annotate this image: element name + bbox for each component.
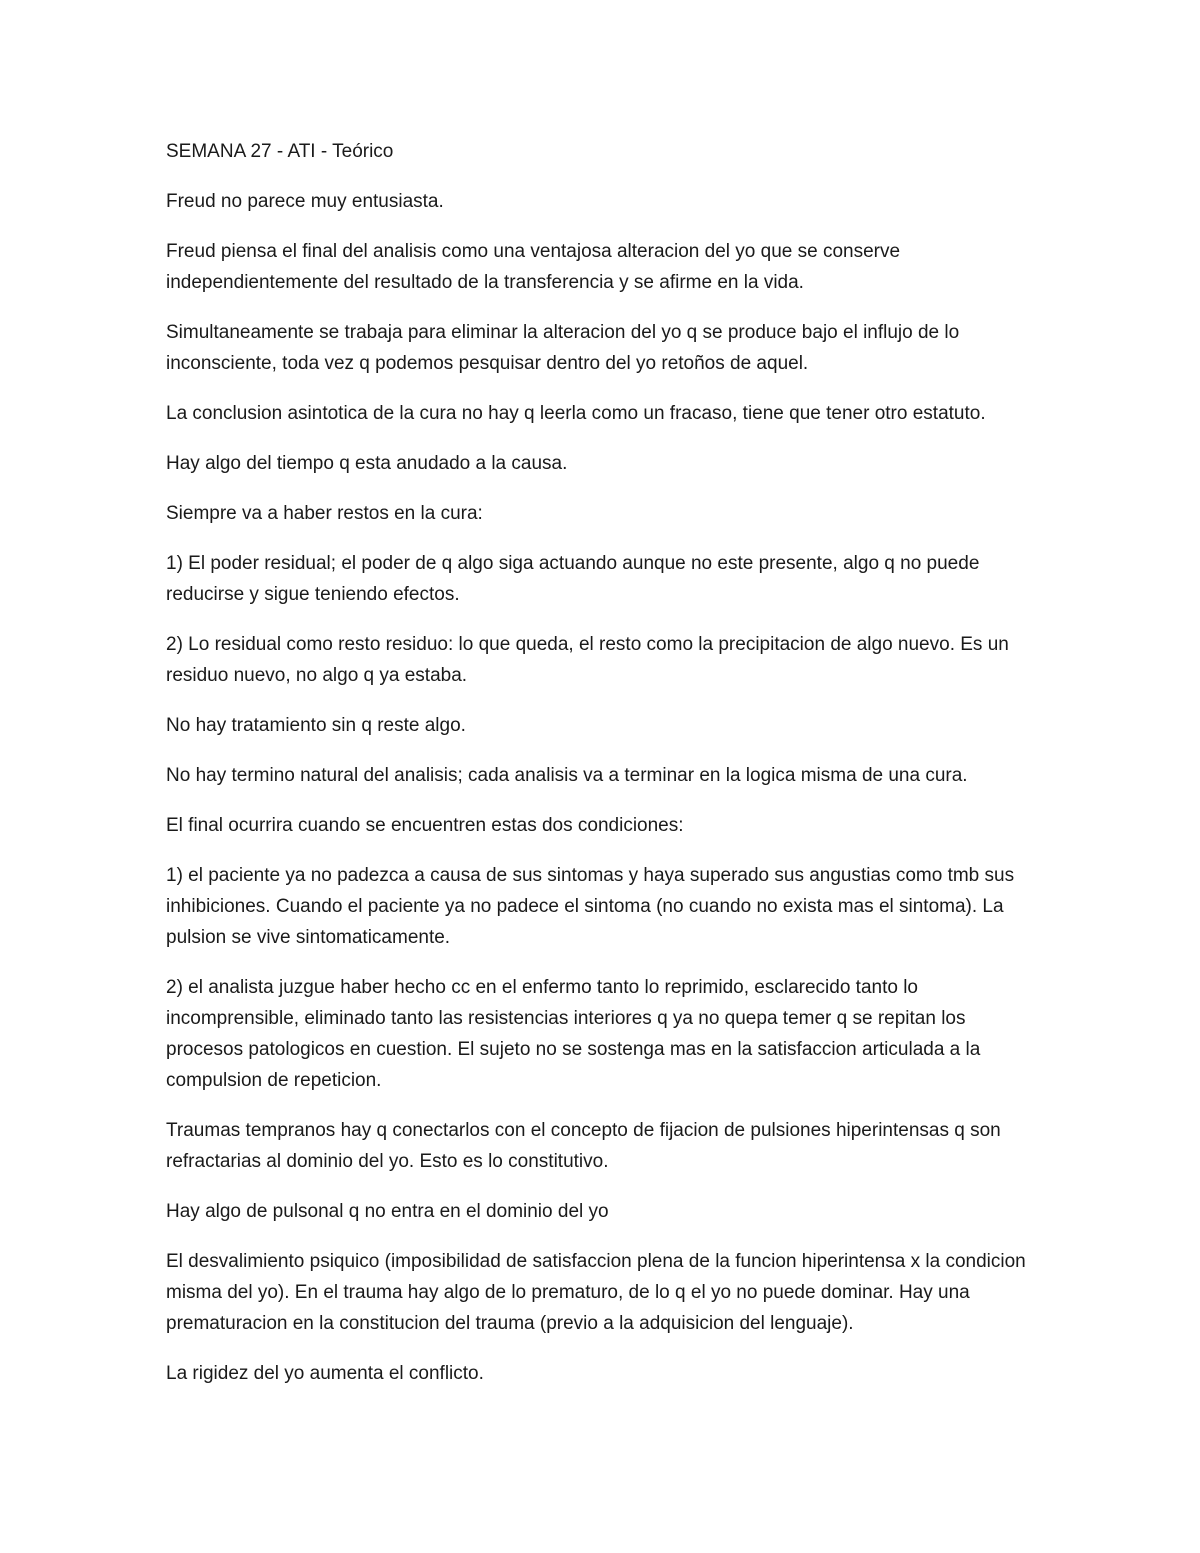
paragraph: La rigidez del yo aumenta el conflicto. xyxy=(166,1363,484,1384)
paragraph: Siempre va a haber restos en la cura: xyxy=(166,503,483,524)
paragraph: Hay algo de pulsonal q no entra en el dominio del yo xyxy=(166,1201,609,1222)
paragraph: El final ocurrira cuando se encuentren estas dos condiciones: xyxy=(166,815,684,836)
paragraph: No hay termino natural del analisis; cada analisis va a terminar en la logica misma de una cura. xyxy=(166,765,968,786)
paragraph: Simultaneamente se trabaja para eliminar la alteracion del yo q se produce bajo el influjo de lo inconsciente, toda vez q podemos pesquisar dentro del yo retoños de aquel. xyxy=(166,322,960,374)
list-item: 2) el analista juzgue haber hecho cc en el enfermo tanto lo reprimido, esclarecido tanto lo incomprensible, eliminado tanto las resistencias interiores q ya no quepa temer q se repitan los procesos patologicos en cuestion. El sujeto no se sostenga mas en la satisfaccion articulada a la compulsion de repeticion. xyxy=(166,977,981,1091)
paragraph: La conclusion asintotica de la cura no hay q leerla como un fracaso, tiene que tener otro estatuto. xyxy=(166,403,986,424)
list-item: 2) Lo residual como resto residuo: lo que queda, el resto como la precipitacion de algo nuevo. Es un residuo nuevo, no algo q ya estaba. xyxy=(166,634,1009,686)
paragraph: No hay tratamiento sin q reste algo. xyxy=(166,715,466,736)
list-item: 1) el paciente ya no padezca a causa de sus sintomas y haya superado sus angustias como tmb sus inhibiciones. Cuando el paciente ya no padece el sintoma (no cuando no exista mas el sintoma). La pulsion se vive sintomaticamente. xyxy=(166,865,1015,948)
paragraph: Traumas tempranos hay q conectarlos con el concepto de fijacion de pulsiones hiperintensas q son refractarias al dominio del yo. Esto es lo constitutivo. xyxy=(166,1120,1001,1172)
document-title: SEMANA 27 - ATI - Teórico xyxy=(166,141,394,162)
paragraph: Freud no parece muy entusiasta. xyxy=(166,191,444,212)
document-body xyxy=(166,136,1046,1408)
paragraph: El desvalimiento psiquico (imposibilidad de satisfaccion plena de la funcion hiperintensa x la condicion misma del yo). En el trauma hay algo de lo prematuro, de lo q el yo no puede dominar. Hay una prematuracion en la constitucion del trauma (previo a la adquisicion del lenguaje). xyxy=(166,1251,1026,1334)
paragraph: Hay algo del tiempo q esta anudado a la causa. xyxy=(166,453,568,474)
list-item: 1) El poder residual; el poder de q algo siga actuando aunque no este presente, algo q no puede reducirse y sigue teniendo efectos. xyxy=(166,553,980,605)
paragraph: Freud piensa el final del analisis como una ventajosa alteracion del yo que se conserve independientemente del resultado de la transferencia y se afirme en la vida. xyxy=(166,241,901,293)
